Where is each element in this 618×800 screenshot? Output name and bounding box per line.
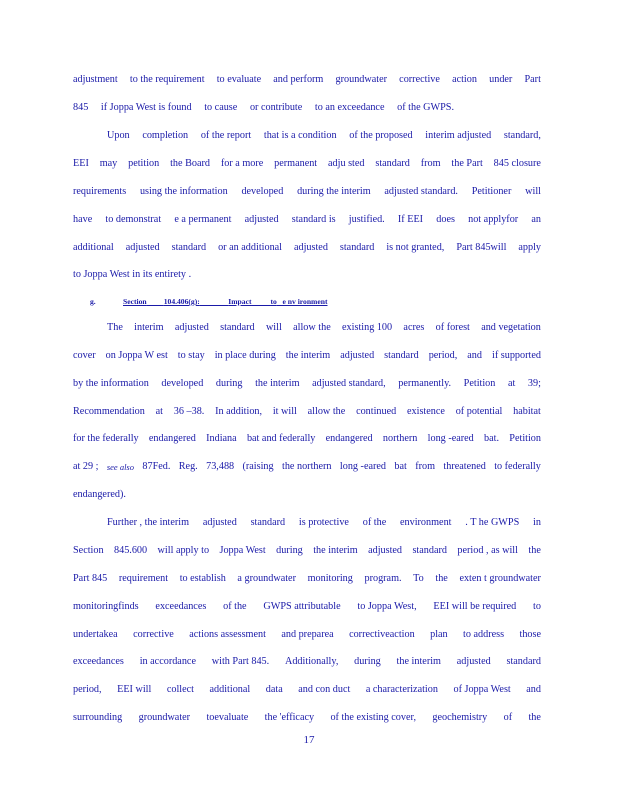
text-segment: In addition, <box>215 406 263 417</box>
text-segment: if supported <box>491 350 541 361</box>
text-segment: adjusted <box>125 242 160 253</box>
text-segment: for a more <box>220 158 264 169</box>
text-segment: to evaluate <box>216 74 262 85</box>
text-segment: and <box>526 684 541 695</box>
text-segment: Petition <box>463 378 496 389</box>
text-segment: adjusted <box>174 322 209 333</box>
text-segment: Part 845 <box>73 573 108 584</box>
text-line-14 <box>73 460 541 474</box>
text-segment: of potential <box>455 406 503 417</box>
text-line-13 <box>73 432 541 446</box>
text-segment: and vegetation <box>481 322 541 333</box>
heading-letter: g. <box>90 297 96 306</box>
text-segment: existence <box>407 406 445 417</box>
text-segment: Recommendation <box>73 406 145 417</box>
text-segment: during <box>354 656 381 667</box>
text-segment: the <box>435 573 448 584</box>
text-segment: or contribute <box>249 102 303 113</box>
text-segment: using the information <box>139 186 228 197</box>
text-segment: is not granted, <box>386 242 445 253</box>
text-line-16 <box>107 516 541 530</box>
text-segment: If EEI <box>397 214 424 225</box>
text-segment: EEI will <box>117 684 152 695</box>
text-line-8 <box>73 268 541 282</box>
text-segment: a characterization <box>365 684 438 695</box>
text-line-15 <box>73 488 541 502</box>
text-segment: is protective <box>298 517 349 528</box>
text-segment: of <box>503 712 513 723</box>
text-segment: requirement <box>118 573 169 584</box>
text-segment: 845.600 <box>114 545 148 556</box>
text-segment: cover <box>73 350 96 361</box>
text-segment: permanently. <box>398 378 452 389</box>
text-segment: during the interim <box>297 186 371 197</box>
text-segment: To <box>413 573 424 584</box>
text-segment: Petitioner <box>471 186 512 197</box>
text-segment: additional <box>73 242 114 253</box>
text-segment: adjusted <box>244 214 279 225</box>
text-segment: 73,488 <box>206 461 235 472</box>
text-segment: of Joppa West <box>453 684 511 695</box>
text-segment: 39; <box>527 378 541 389</box>
text-segment: period, <box>73 684 102 695</box>
text-segment: acres <box>403 322 425 333</box>
text-segment: interim <box>134 322 164 333</box>
text-line-23 <box>73 711 541 725</box>
text-segment: standard <box>220 322 255 333</box>
text-segment: Indiana <box>206 433 237 444</box>
text-segment: GWPS attributable <box>263 601 341 612</box>
text-segment: standard is <box>291 214 336 225</box>
text-segment: will <box>265 322 282 333</box>
text-segment: the interim <box>313 545 358 556</box>
text-segment: allow the <box>307 406 346 417</box>
text-segment: in place during <box>214 350 276 361</box>
text-segment: adjusted <box>456 656 491 667</box>
text-line-10 <box>73 349 541 363</box>
text-segment: exten t groundwater <box>459 573 541 584</box>
text-segment: bat and federally <box>246 433 316 444</box>
text-segment: during <box>215 378 243 389</box>
text-segment: to Joppa West, <box>357 601 417 612</box>
text-segment: have <box>73 214 93 225</box>
text-segment: apply <box>518 242 541 253</box>
text-segment: EEI will be required <box>433 601 517 612</box>
text-segment: corrective <box>399 74 440 85</box>
text-segment: standard <box>250 517 286 528</box>
text-segment: adjusted standard, <box>312 378 386 389</box>
text-segment: 87Fed. <box>142 461 171 472</box>
text-line-7 <box>73 241 541 255</box>
text-line-11 <box>73 377 541 391</box>
text-segment: Joppa West <box>219 545 266 556</box>
text-segment: endangered <box>325 433 373 444</box>
text-segment: actions assessment <box>189 629 266 640</box>
text-segment: it will <box>272 406 297 417</box>
text-segment: developed <box>241 186 284 197</box>
text-segment: requirements <box>73 186 127 197</box>
page-number: 17 <box>303 734 315 746</box>
text-segment: Upon <box>107 130 130 141</box>
text-line-5 <box>73 185 541 199</box>
heading-section: Section <box>123 297 147 306</box>
text-segment: Further , the interim <box>107 517 190 528</box>
text-segment: program. <box>364 573 402 584</box>
text-segment: the interim <box>396 656 441 667</box>
text-segment: period , as will <box>457 545 518 556</box>
text-segment: not applyfor <box>468 214 519 225</box>
text-segment: and <box>467 350 482 361</box>
text-segment: the <box>528 712 541 723</box>
text-segment: by the information <box>73 378 149 389</box>
text-segment: endangered <box>148 433 196 444</box>
text-line-21 <box>73 655 541 669</box>
text-line-3 <box>107 129 541 143</box>
section-heading <box>90 296 345 308</box>
heading-title-env: e nv ironment <box>282 297 328 306</box>
text-segment: The <box>107 322 123 333</box>
text-line-18 <box>73 572 541 586</box>
text-segment: petition <box>128 158 160 169</box>
text-segment: groundwater <box>138 712 191 723</box>
text-segment: from <box>415 461 436 472</box>
text-segment: and con duct <box>298 684 351 695</box>
text-segment: of the GWPS. <box>397 102 454 113</box>
text-segment: at <box>155 406 163 417</box>
text-segment: long -eared <box>427 433 474 444</box>
text-segment: adjusted <box>293 242 328 253</box>
text-segment: if Joppa West is found <box>100 102 192 113</box>
text-segment: undertakea <box>73 629 118 640</box>
text-segment: to establish <box>179 573 226 584</box>
text-segment: period, <box>428 350 458 361</box>
text-segment: of the report <box>200 130 252 141</box>
text-segment: EEI <box>73 158 89 169</box>
text-segment: Section <box>73 545 104 556</box>
text-segment: exceedances <box>73 656 124 667</box>
text-segment: groundwater <box>335 74 388 85</box>
text-segment: to cause <box>204 102 238 113</box>
text-segment: standard <box>384 350 419 361</box>
text-segment: bat <box>394 461 407 472</box>
text-segment: the Board <box>170 158 210 169</box>
text-segment: during <box>276 545 303 556</box>
text-segment: long -eared <box>339 461 386 472</box>
text-segment: plan <box>430 629 448 640</box>
text-segment: adjusted <box>202 517 237 528</box>
text-segment: under <box>489 74 513 85</box>
text-segment: to demonstrat <box>105 214 162 225</box>
text-line-12 <box>73 405 541 419</box>
text-segment: standard, <box>503 130 541 141</box>
text-segment: that is a condition <box>263 130 337 141</box>
text-segment: e a permanent <box>174 214 232 225</box>
text-segment: adju sted <box>328 158 365 169</box>
text-segment: threatened <box>443 461 486 472</box>
text-segment: 845 <box>73 102 89 113</box>
text-segment: will <box>525 186 541 197</box>
text-segment: adjusted standard. <box>384 186 458 197</box>
text-segment: at <box>507 378 516 389</box>
text-line-4 <box>73 157 541 171</box>
text-segment: may <box>99 158 118 169</box>
text-segment: Additionally, <box>284 656 339 667</box>
text-segment: existing 100 <box>342 322 393 333</box>
text-segment: for the federally <box>73 433 139 444</box>
text-segment: correctiveaction <box>349 629 415 640</box>
text-line-17 <box>73 544 541 558</box>
text-segment: permanent <box>274 158 318 169</box>
text-segment: to the requirement <box>129 74 205 85</box>
text-segment: . T he GWPS <box>465 517 520 528</box>
text-segment: (raising <box>242 461 274 472</box>
text-segment: in accordance <box>139 656 196 667</box>
text-segment: standard <box>339 242 375 253</box>
text-segment: of the existing cover, <box>330 712 417 723</box>
text-segment: justified. <box>348 214 385 225</box>
text-segment: at 29 ; <box>73 461 99 472</box>
text-line-6 <box>73 213 541 227</box>
text-segment: to Joppa West in its entirety . <box>73 269 192 280</box>
text-segment: will apply to <box>157 545 210 556</box>
text-segment: interim adjusted <box>425 130 492 141</box>
heading-title <box>123 296 345 308</box>
text-line-22 <box>73 683 541 697</box>
text-segment: an <box>531 214 541 225</box>
text-segment: collect <box>166 684 194 695</box>
text-segment: adjustment <box>73 74 118 85</box>
text-segment: monitoringfinds <box>73 601 139 612</box>
heading-title-word: Impact <box>228 297 252 306</box>
text-line-20 <box>73 628 541 642</box>
text-segment: geochemistry <box>432 712 488 723</box>
text-segment: Part 845will <box>456 242 507 253</box>
text-segment: Reg. <box>178 461 198 472</box>
text-line-19 <box>73 600 541 614</box>
text-segment: action <box>452 74 477 85</box>
text-segment: bat. <box>484 433 500 444</box>
text-segment: from <box>420 158 441 169</box>
text-segment: to stay <box>177 350 205 361</box>
text-segment: to an exceedance <box>314 102 385 113</box>
text-segment: or an additional <box>218 242 283 253</box>
text-segment: endangered). <box>73 489 126 500</box>
text-segment: adjusted <box>340 350 375 361</box>
text-segment: 845 closure <box>493 158 541 169</box>
text-segment: standard <box>506 656 541 667</box>
text-segment: surrounding <box>73 712 123 723</box>
text-segment: of forest <box>435 322 470 333</box>
text-segment: developed <box>161 378 204 389</box>
text-segment: a groundwater <box>237 573 296 584</box>
text-segment: of the <box>362 517 387 528</box>
text-segment: continued <box>356 406 397 417</box>
text-segment: standard <box>171 242 207 253</box>
heading-title-to: to <box>270 297 277 306</box>
text-segment: monitoring <box>307 573 353 584</box>
text-segment: with Part 845. <box>211 656 270 667</box>
text-line-1 <box>73 73 541 87</box>
text-segment: data <box>265 684 283 695</box>
text-segment: standard <box>412 545 447 556</box>
text-segment: the Part <box>451 158 483 169</box>
text-segment: the <box>528 545 541 556</box>
text-segment: on Joppa W est <box>105 350 168 361</box>
text-segment: to <box>533 601 541 612</box>
text-segment: 36 –38. <box>173 406 205 417</box>
text-segment: of the proposed <box>349 130 413 141</box>
text-segment: to federally <box>494 461 541 472</box>
text-segment: the interim <box>255 378 300 389</box>
text-segment: Part <box>524 74 541 85</box>
text-segment: toevaluate <box>206 712 249 723</box>
text-segment: and preparea <box>281 629 334 640</box>
text-segment: corrective <box>133 629 174 640</box>
text-segment: exceedances <box>155 601 207 612</box>
heading-section-num: 104.406(g): <box>163 297 200 306</box>
text-segment: the northern <box>282 461 332 472</box>
text-segment: the 'efficacy <box>264 712 315 723</box>
text-line-9 <box>107 321 541 335</box>
text-segment: and perform <box>273 74 324 85</box>
text-segment: northern <box>382 433 418 444</box>
see-also-signal: see also <box>106 462 134 472</box>
text-segment: in <box>533 517 541 528</box>
text-segment: standard <box>375 158 410 169</box>
text-segment: the interim <box>285 350 331 361</box>
text-segment: environment <box>400 517 452 528</box>
text-segment: of the <box>223 601 247 612</box>
text-segment: Petition <box>509 433 541 444</box>
text-segment: does <box>436 214 455 225</box>
text-segment: adjusted <box>368 545 403 556</box>
text-segment: to address <box>463 629 505 640</box>
text-segment: additional <box>209 684 251 695</box>
text-segment: those <box>519 629 541 640</box>
text-line-2 <box>73 101 454 115</box>
text-segment: habitat <box>513 406 541 417</box>
text-segment: allow the <box>293 322 331 333</box>
text-segment: completion <box>142 130 189 141</box>
